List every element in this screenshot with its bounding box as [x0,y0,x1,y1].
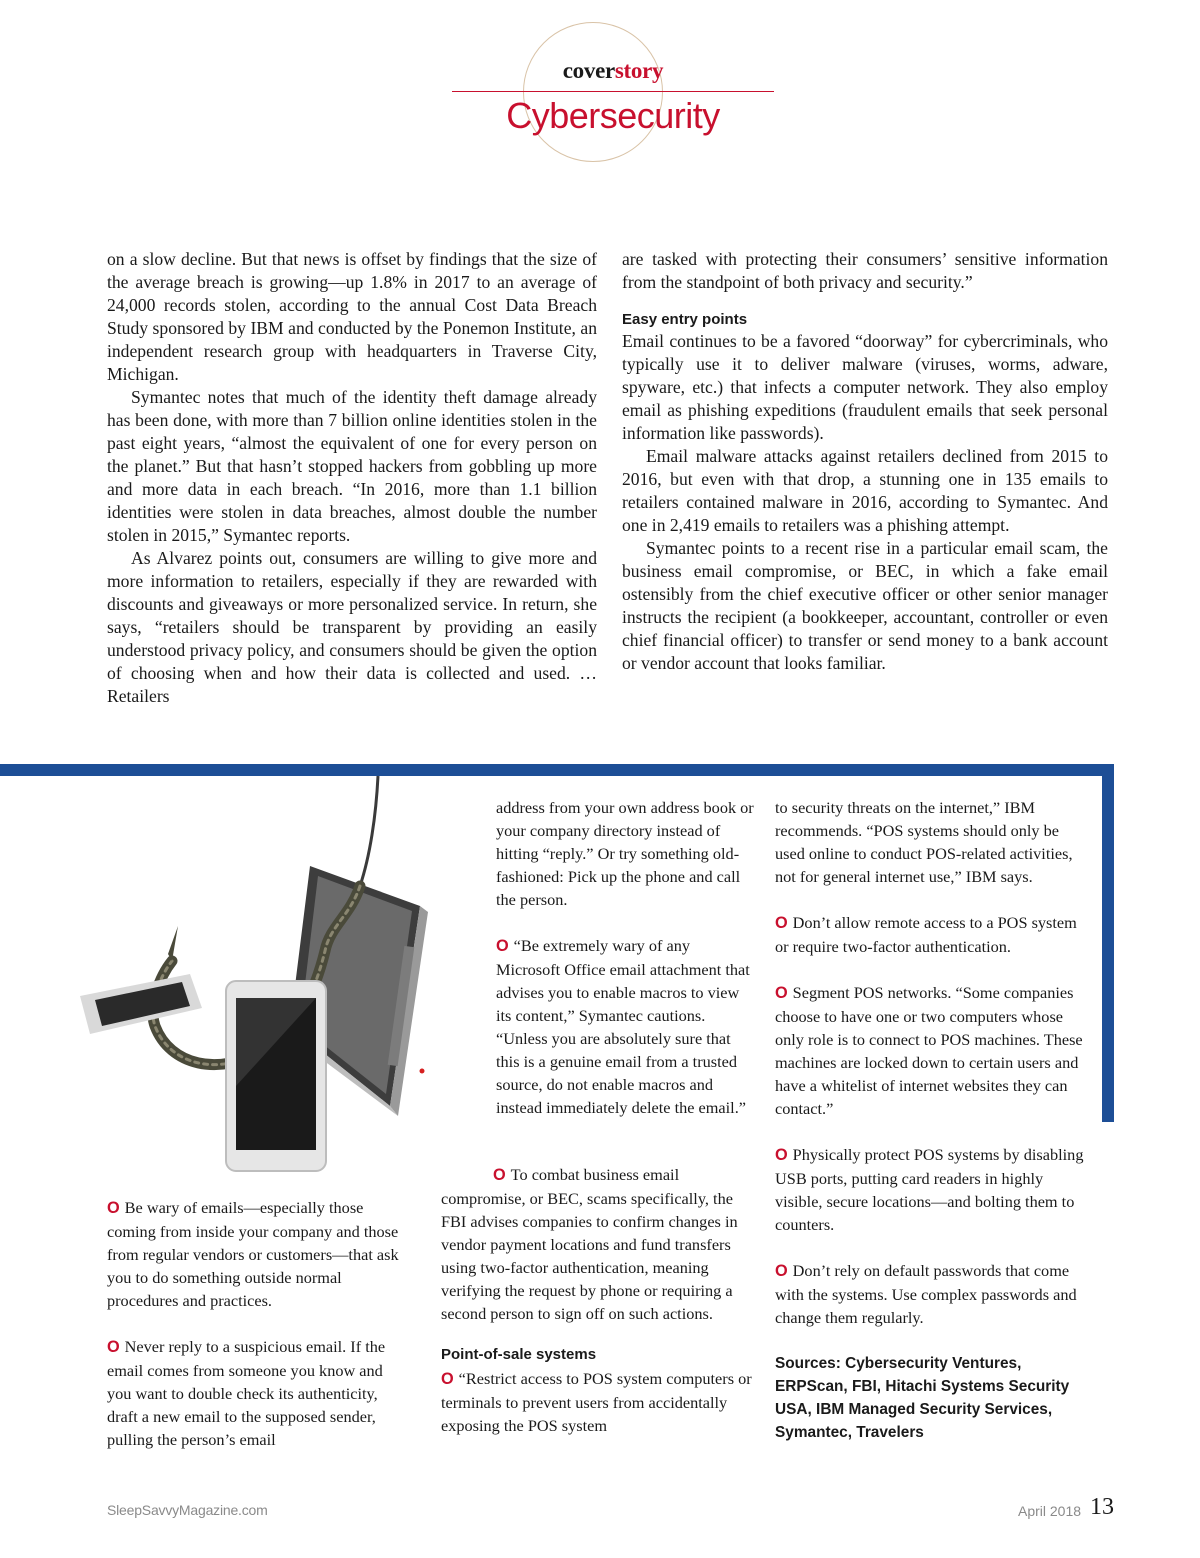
pos-subhead: Point-of-sale systems [441,1346,597,1363]
article-subhead: Easy entry points [622,311,748,328]
article-paragraph: Email malware attacks against retailers declined from 2015 to 2016, but even with that drop, a stunning one in 135 emails to retailers contained malware in 2016, according to Symantec. And one in 2,419 emails to retailers was a phishing attempt. [622,446,1108,535]
tip-item [775,1143,1085,1236]
kicker-story: story [614,58,664,83]
tip-item [775,981,1085,1120]
bullet-glyph: O [107,1338,120,1356]
header-rule [452,91,774,92]
tablet-icon [226,981,326,1171]
bullet-glyph: O [775,1262,788,1280]
tip-item [107,1196,399,1312]
article-paragraph: Symantec notes that much of the identity theft damage already has been done, with more than 7 billion online identities stolen in the past eight years, “almost the equivalent of one for every person on the planet.” But that hasn’t stopped hackers from gobbling up more and more data in each breach. “In 2016, more than 1.1 billion identities were stolen in data breaches, almost double the number stolen in 2015,” Symantec reports. [107,387,597,545]
tip-item [775,1259,1085,1329]
phishing-hook-illustration [60,776,480,1176]
sources-credit: Sources: Cybersecurity Ventures, ERPScan, FBI, Hitachi Systems Security USA, IBM Managed Security Services, Symantec, Travelers [775,1355,1070,1441]
article-column-1 [107,248,597,708]
tip-item [441,1367,756,1437]
smartphone-icon [80,974,202,1034]
article-paragraph: Email continues to be a favored “doorway” for cybercriminals, who typically use it to deliver malware (viruses, worms, adware, spyware, etc.) that infects a computer network. They also employ email as phishing expeditions (fraudulent emails that seek personal information like passwords). [622,331,1108,443]
article-paragraph: on a slow decline. But that news is offset by findings that the size of the average breach is growing—up 1.8% in 2017 to an average of 24,000 records stolen, according to the annual Cost Data Breach Study sponsored by IBM and conducted by the Ponemon Institute, an independent research group with headquarters in Traverse City, Michigan. [107,249,597,384]
tip-item [441,1163,756,1325]
sidebar-top-bar [0,764,1114,776]
tip-text: “Be extremely wary of any Microsoft Office email attachment that advises you to enable macros to view its content,” Symantec cautions. “Unless you are absolutely sure that this is a genuine email from a trusted source, do not enable macros and instead immediately delete the email.” [496,936,750,1117]
tip-text: to security threats on the internet,” IBM recommends. “POS systems should only be used online to conduct POS-related activities, not for general internet use,” IBM says. [775,798,1073,886]
tip-item [496,934,756,1119]
tip-text: Don’t allow remote access to a POS system or require two-factor authentication. [775,913,1077,956]
tip-text: Be wary of emails—especially those coming from inside your company and those from regular vendors or customers—that ask you to do something outside normal procedures and practices. [107,1198,399,1310]
tip-text: Never reply to a suspicious email. If the email comes from someone you know and you want to double check its authenticity, draft a new email to the supposed sender, pulling the person’s email [107,1337,386,1449]
sidebar-column-3 [775,796,1085,1444]
section-kicker [452,58,774,84]
article-column-2 [622,248,1108,675]
section-title: Cybersecurity [506,95,720,136]
tip-item [107,1335,399,1451]
tip-text: address from your own address book or your company directory instead of hitting “reply.” Or try something old-fashioned: Pick up the phone and call the person. [496,798,754,909]
tip-text: Physically protect POS systems by disabling USB ports, putting card readers in highly visible, secure locations—and bolting them to counters. [775,1145,1084,1234]
sidebar-column-1 [107,1196,399,1451]
bullet-glyph: O [493,1166,506,1184]
tip-text: Segment POS networks. “Some companies choose to have one or two computers whose only role is to connect to POS machines. These machines are locked down to certain users and have a whitelist of internet websites they can contact.” [775,983,1083,1118]
page-number: 13 [1090,1494,1114,1520]
article-paragraph: are tasked with protecting their consumers’ sensitive information from the standpoint of both privacy and security.” [622,249,1108,292]
article-paragraph: Symantec points to a recent rise in a particular email scam, the business email compromise, or BEC, in which a fake email ostensibly from the chief executive officer or other senior manager instructs the recipient (a bookkeeper, accountant, controller or even chief financial officer) to transfer or send money to a bank account or vendor account that looks familiar. [622,538,1108,673]
article-paragraph: As Alvarez points out, consumers are willing to give more and more information to retailers, especially if they are rewarded with discounts and giveaways or more personalized service. In return, she says, “retailers should be transparent by providing an easily understood privacy policy, and consumers should be given the option of choosing when and how their data is collected and used. … Retailers [107,548,597,706]
header-circle-ornament [523,22,663,162]
tip-text: To combat business email compromise, or BEC, scams specifically, the FBI advises companies to confirm changes in vendor payment locations and fund transfers using two-factor authentication, meaning verifying the request by phone or requiring a second person to sign off on such actions. [441,1165,738,1323]
bullet-glyph: O [107,1199,120,1217]
bullet-glyph: O [441,1370,454,1388]
kicker-cover: cover [562,58,615,83]
bullet-glyph: O [496,937,509,955]
bullet-glyph: O [775,1146,788,1164]
sidebar-right-bar [1102,764,1114,1122]
bullet-glyph: O [775,984,788,1002]
tip-text: “Restrict access to POS system computers or terminals to prevent users from accidentally exposing the POS system [441,1369,752,1435]
footer-website: SleepSavvyMagazine.com [107,1502,268,1518]
tip-item [775,911,1085,958]
footer-date: April 2018 [1018,1503,1082,1519]
tip-text: Don’t rely on default passwords that come with the systems. Use complex passwords and change them regularly. [775,1261,1077,1327]
bullet-glyph: O [775,914,788,932]
sidebar-column-2-top [496,796,756,1119]
sidebar-column-2-bottom [441,1163,756,1437]
